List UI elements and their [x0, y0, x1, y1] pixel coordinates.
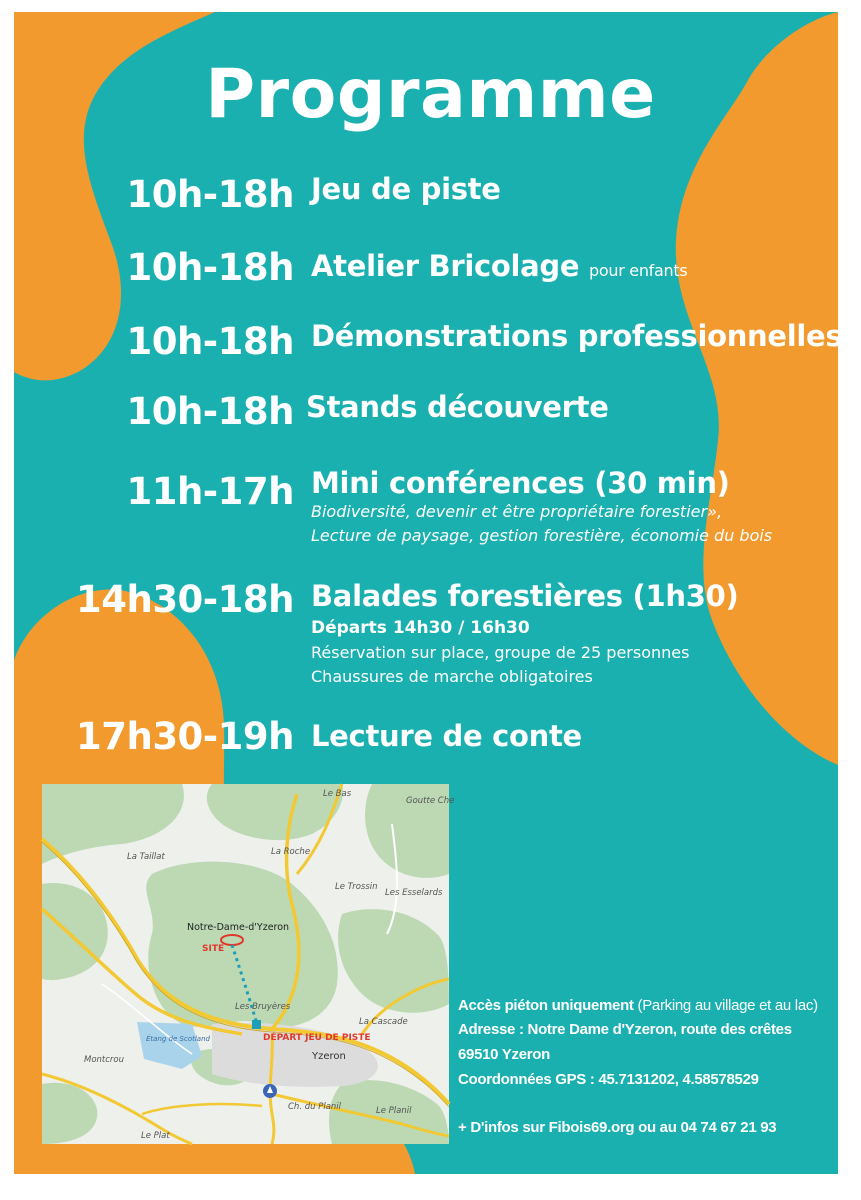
activity-title: Démonstrations professionnelles	[311, 319, 843, 353]
time-slot: 17h30-19h	[75, 715, 294, 758]
map-label: Notre-Dame-d'Yzeron	[187, 922, 290, 933]
time-slot: 14h30-18h	[75, 578, 294, 621]
activity-detail: Réservation sur place, groupe de 25 personnes	[311, 643, 690, 662]
map-label: La Roche	[271, 847, 311, 857]
activity-departures: Départs 14h30 / 16h30	[311, 618, 530, 638]
map-label: Goutte Che	[406, 796, 455, 806]
map-label: La Cascade	[359, 1017, 408, 1027]
time-slot: 10h-18h	[126, 320, 294, 363]
map-label: Les Bruyères	[235, 1002, 291, 1012]
access-bold: Accès piéton uniquement	[458, 997, 634, 1014]
map-label: La Taillat	[127, 852, 165, 862]
activity-title: Stands découverte	[306, 390, 609, 424]
time-slot: 10h-18h	[126, 390, 294, 433]
access-line	[458, 994, 854, 1018]
activity-name: Atelier Bricolage	[311, 249, 580, 283]
map-label: Yzeron	[312, 1051, 346, 1062]
time-slot: 11h-17h	[126, 470, 294, 513]
activity-note: pour enfants	[589, 261, 688, 280]
activity-title: Balades forestières (1h30)	[311, 579, 739, 613]
map-label: Étang de Scotland	[146, 1035, 210, 1043]
activity-detail: Chaussures de marche obligatoires	[311, 667, 593, 686]
city-line: 69510 Yzeron	[458, 1046, 551, 1063]
more-info-line: + D'infos sur Fibois69.org ou au 04 74 67 21 93	[458, 1119, 777, 1136]
map-drawing	[42, 784, 449, 1144]
activity-title: Lecture de conte	[311, 719, 582, 753]
map-label: Le Plat	[141, 1131, 170, 1141]
activity-title: Jeu de piste	[311, 172, 501, 206]
start-label: DÉPART JEU DE PISTE	[263, 1033, 371, 1043]
map-label: Montcrou	[84, 1055, 125, 1065]
start-marker	[252, 1020, 261, 1029]
page-title: Programme	[205, 55, 656, 134]
activity-title: Mini conférences (30 min)	[311, 466, 730, 500]
map-label: Le Planil	[376, 1106, 412, 1116]
gps-line: Coordonnées GPS : 45.7131202, 4.58578529	[458, 1071, 759, 1088]
address-line: Adresse : Notre Dame d'Yzeron, route des crêtes	[458, 1021, 792, 1038]
site-label: SITE	[202, 944, 225, 954]
map-label: Les Esselards	[385, 888, 443, 898]
map-label: Le Trossin	[335, 882, 378, 892]
activity-title	[311, 248, 687, 289]
time-slot: 10h-18h	[126, 173, 294, 216]
activity-detail: Biodiversité, devenir et être propriétaire forestier»,	[311, 502, 723, 521]
access-note: (Parking au village et au lac)	[633, 997, 818, 1014]
location-map	[42, 784, 455, 1144]
map-label: Le Bas	[323, 789, 352, 799]
map-label: Ch. du Planil	[288, 1102, 342, 1112]
time-slot: 10h-18h	[126, 246, 294, 289]
activity-detail: Lecture de paysage, gestion forestière, économie du bois	[311, 526, 773, 545]
